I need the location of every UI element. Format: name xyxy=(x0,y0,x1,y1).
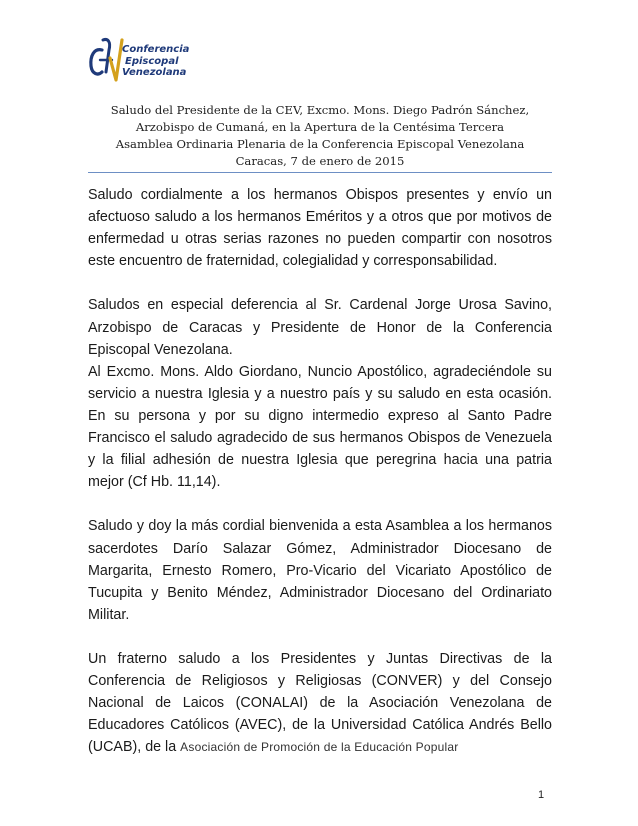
heading-line-3: Asamblea Ordinaria Plenaria de la Conferencia Episcopal Venezolana xyxy=(115,137,525,151)
paragraph-organizations-text: Un fraterno saludo a los Presidentes y Juntas Directivas de la Conferencia de Religiosos y Religiosas (CONVER) y del Consejo Nacional de Laicos (CONALAI) de la Asociación Venezolana de Educadores Católicos (AVEC), de la Universidad Católica Andrés Bello (UCAB), de la xyxy=(88,650,552,756)
cev-logo xyxy=(86,36,216,92)
heading-line-2: Arzobispo de Cumaná, en la Apertura de la Centésima Tercera xyxy=(135,120,505,134)
paragraph-priests: Saludo y doy la más cordial bienvenida a esta Asamblea a los hermanos sacerdotes Darío Salazar Gómez, Administrador Diocesano de Margarita, Ernesto Romero, Pro-Vicario del Vicariato Apostólico de Tucupita y Benito Méndez, Administrador Diocesano del Ordinariato Militar. xyxy=(88,518,552,623)
page-number: 1 xyxy=(538,789,545,801)
logo-line-3: Venezolana xyxy=(122,67,187,78)
logo-line-2: Episcopal xyxy=(125,55,179,67)
heading-line-4: Caracas, 7 de enero de 2015 xyxy=(235,154,405,168)
heading-divider xyxy=(88,172,552,173)
paragraph-nuncio: Al Excmo. Mons. Aldo Giordano, Nuncio Apostólico, agradeciéndole su servicio a nuestra Iglesia y a nuestro país y su saludo en esta ocasión. En su persona y por su digno intermedio expreso al Santo Padre Francisco el saludo agradecido de sus hermanos Obispos de Venezuela y la filial adhesión de nuestra Iglesia que peregrina hacia una patria mejor (Cf Hb. 11,14). xyxy=(88,363,552,491)
logo-wordmark xyxy=(122,44,189,79)
document-heading xyxy=(88,102,552,170)
logo-line-1: Conferencia xyxy=(122,44,190,55)
paragraph-greeting-bishops: Saludo cordialmente a los hermanos Obispos presentes y envío un afectuoso saludo a los hermanos Eméritos y a otros que por motivos de enfermedad u otras serias razones no pueden compartir con nosotros este encuentro de fraternidad, colegialidad y corresponsabilidad. xyxy=(88,187,552,270)
paragraph-organizations-small-text: Asociación de Promoción de la Educación Popular xyxy=(180,740,459,755)
heading-line-1: Saludo del Presidente de la CEV, Excmo. Mons. Diego Padrón Sánchez, xyxy=(110,103,530,117)
document-body xyxy=(88,184,552,758)
cev-monogram-icon xyxy=(86,36,126,92)
paragraph-cardinal: Saludos en especial deferencia al Sr. Cardenal Jorge Urosa Savino, Arzobispo de Caracas y Presidente de Honor de la Conferencia Episcopal Venezolana. xyxy=(88,297,552,358)
paragraph-organizations xyxy=(88,648,552,758)
